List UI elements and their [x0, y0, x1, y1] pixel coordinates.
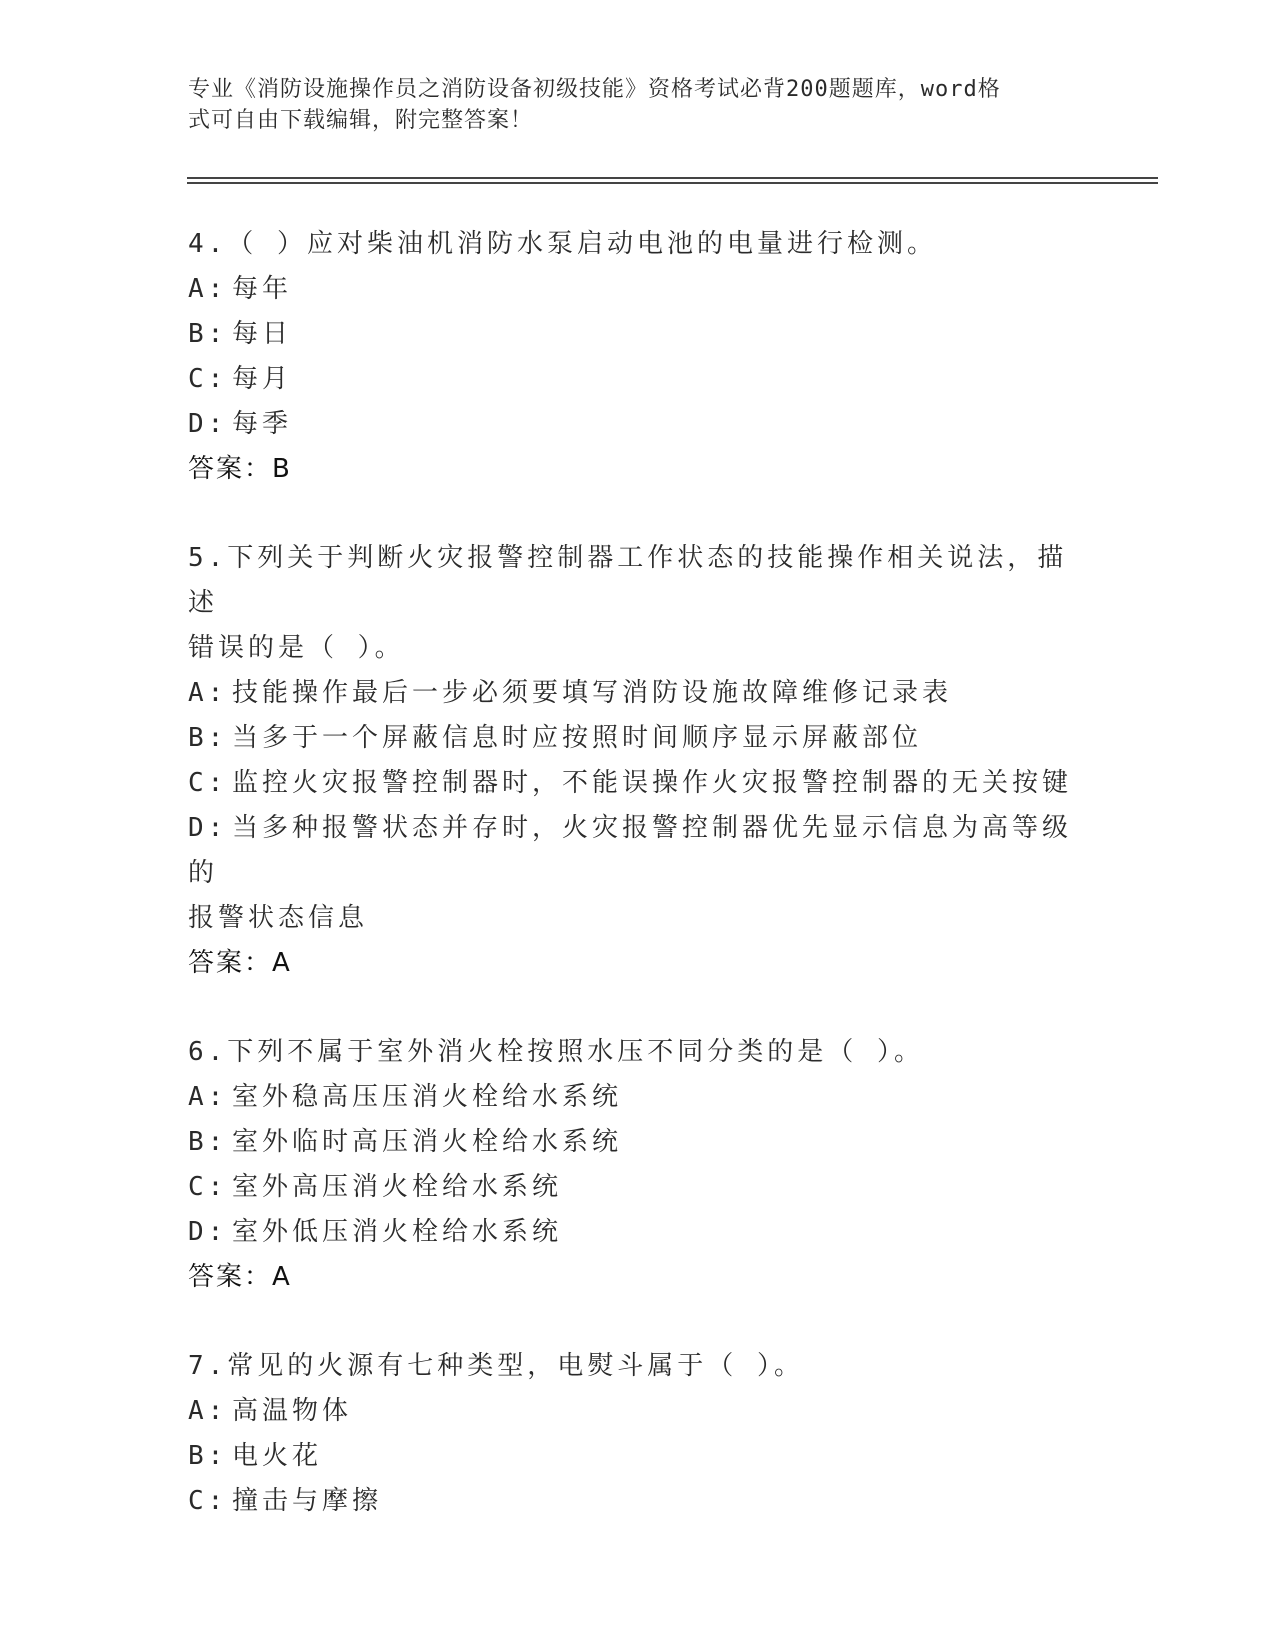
answer-line: 答案：B — [188, 454, 292, 484]
option-key: C: — [188, 364, 228, 394]
option-b — [188, 312, 1088, 357]
question-stem: 7.常见的火源有七种类型，电熨斗属于（ ）。 — [188, 1351, 804, 1381]
option-key: A: — [188, 678, 228, 708]
option-text: 室外高压消火栓给水系统 — [232, 1172, 563, 1202]
option-c — [188, 357, 1088, 402]
question-5 — [188, 536, 1088, 986]
question-stem-line-1: 5.下列关于判断火灾报警控制器工作状态的技能操作相关说法，描述 — [188, 543, 1068, 618]
option-key: D: — [188, 409, 228, 439]
option-text: 当多种报警状态并存时，火灾报警控制器优先显示信息为高等级的 — [188, 813, 1073, 888]
option-key: A: — [188, 1396, 228, 1426]
option-a — [188, 1075, 1088, 1120]
option-key: D: — [188, 1217, 228, 1247]
question-stem: 4.（ ）应对柴油机消防水泵启动电池的电量进行检测。 — [188, 229, 937, 259]
option-text: 每季 — [232, 409, 293, 439]
option-key: B: — [188, 1441, 228, 1471]
option-text: 室外临时高压消火栓给水系统 — [232, 1127, 623, 1157]
option-text: 每年 — [232, 274, 293, 304]
document-header — [188, 74, 1088, 136]
option-b — [188, 716, 1088, 761]
question-stem-line-2: 错误的是（ ）。 — [188, 633, 405, 663]
option-a — [188, 671, 1088, 716]
option-text: 当多于一个屏蔽信息时应按照时间顺序显示屏蔽部位 — [232, 723, 923, 753]
question-7 — [188, 1344, 1088, 1524]
option-a — [188, 267, 1088, 312]
option-key: C: — [188, 1172, 228, 1202]
option-key: B: — [188, 1127, 228, 1157]
option-b — [188, 1120, 1088, 1165]
option-key: B: — [188, 723, 228, 753]
option-key: C: — [188, 768, 228, 798]
option-text: 每日 — [232, 319, 293, 349]
answer-line: 答案：A — [188, 1262, 292, 1292]
option-key: A: — [188, 274, 228, 304]
question-stem: 6.下列不属于室外消火栓按照水压不同分类的是（ ）。 — [188, 1037, 924, 1067]
option-c — [188, 761, 1088, 806]
option-d-continuation: 报警状态信息 — [188, 903, 369, 933]
option-key: B: — [188, 319, 228, 349]
option-key: D: — [188, 813, 228, 843]
option-d — [188, 1210, 1088, 1255]
option-key: C: — [188, 1486, 228, 1516]
header-title-line-2: 式可自由下载编辑，附完整答案！ — [188, 108, 534, 133]
header-title-line-1: 专业《消防设施操作员之消防设备初级技能》资格考试必背200题题库，word格 — [188, 77, 1001, 102]
option-text: 室外稳高压压消火栓给水系统 — [232, 1082, 623, 1112]
option-text: 高温物体 — [232, 1396, 353, 1426]
question-4 — [188, 222, 1088, 492]
option-c — [188, 1165, 1088, 1210]
option-d — [188, 402, 1088, 447]
option-b — [188, 1434, 1088, 1479]
option-text: 每月 — [232, 364, 293, 394]
header-divider-bottom — [187, 182, 1158, 184]
option-text: 电火花 — [232, 1441, 323, 1471]
option-c — [188, 1479, 1088, 1524]
option-text: 监控火灾报警控制器时，不能误操作火灾报警控制器的无关按键 — [232, 768, 1073, 798]
option-d — [188, 806, 1088, 896]
option-text: 撞击与摩擦 — [232, 1486, 383, 1516]
option-text: 技能操作最后一步必须要填写消防设施故障维修记录表 — [232, 678, 953, 708]
answer-line: 答案：A — [188, 948, 292, 978]
question-list — [188, 222, 1088, 1524]
option-key: A: — [188, 1082, 228, 1112]
option-text: 室外低压消火栓给水系统 — [232, 1217, 563, 1247]
option-a — [188, 1389, 1088, 1434]
header-divider-top — [187, 177, 1158, 179]
question-6 — [188, 1030, 1088, 1300]
